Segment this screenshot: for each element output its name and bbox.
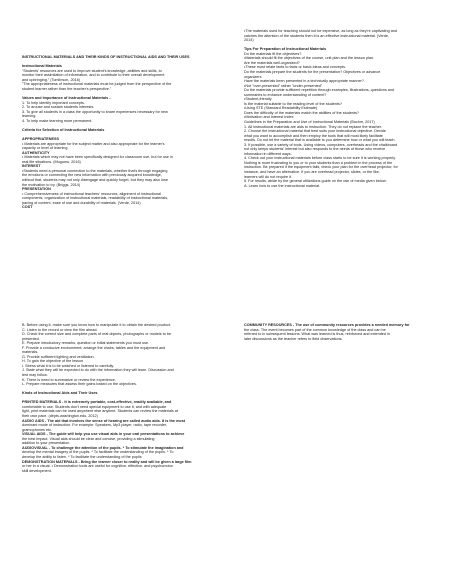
text-line: "The appropriateness of instructional materials must be judged from the perspective of the <box>22 82 172 87</box>
page1-left-column <box>22 55 244 210</box>
text-line: 3. If possible, use a variety of tools. Using videos, computers, overheads and the chalkboard <box>244 142 398 147</box>
text-line: "Students' resources are used to improve student's knowledge, abilities and skills, to <box>22 68 162 73</box>
text-line: A. Learn how to use the instructional material. <box>244 183 321 188</box>
text-line: • Comprehensiveness of instructional teachers' resources, alignment of instructional <box>22 191 161 196</box>
text-line: learners will do not require it. <box>244 174 292 179</box>
text-line: •The materials used for teaching should not be expensive, as long as they're captivating and <box>244 29 397 33</box>
text-line: J. State what they will be expected to do with the information they will learn. Discussion and <box>22 368 174 373</box>
text-line: Nothing is more frustrating to you or to your students than a problem in the process of the <box>244 160 393 165</box>
text-line: student learner rather than the teacher's perspective." <box>22 86 112 91</box>
text-line: skill development. <box>22 468 52 473</box>
text-line: 2. To arouse and sustain students interests. <box>22 105 95 110</box>
text-line: the emotions or connecting the new information with previously acquired knowledge, <box>22 173 162 178</box>
heading-line: PRINTED MATERIALS - It is extremely portable, cost-effective, readily available, and <box>22 400 172 405</box>
text-line: 4. Check out your instructional materials before class starts to be sure it is working properly. <box>244 156 396 161</box>
text-line: gramophones etc. <box>22 427 53 432</box>
text-line: develop the ability to listen. * To facilitate the understanding of the pupils <box>22 454 142 459</box>
text-line: •Using STE (Standard Readability Estimate) <box>244 106 318 111</box>
text-line: comfortable to use. Students don't need special equipment to use it, and with adequate <box>22 404 167 409</box>
text-line: •Students need a personal connection to the materials, whether that's through engaging <box>22 168 168 173</box>
text-line: Are the materials well-organized? <box>244 60 300 65</box>
text-line: B. Before using it, make sure you know how to manipulate it to obtain the desired product. <box>22 323 172 327</box>
text-line: summaries to enhance understanding of content? <box>244 92 327 97</box>
text-line: addition to your presentation. <box>22 441 71 446</box>
text-line: C. Listen to the record or view the film ahead. <box>22 327 98 332</box>
text-line: •Materials should fit the objectives of the course, unit plan and the lesson plan. <box>244 56 375 61</box>
text-line: Do the materials prepare the students for the presentation? Objectives or advance <box>244 69 381 74</box>
heading-line: AUDIOVISUAL - To challenge the attention of the pupils. * To stimulate the imagination and <box>22 445 184 450</box>
page2-right-column <box>244 323 454 341</box>
heading-line: AUDIO AIDS - The aid that involves the sense of hearing are called audio aids. It is the most <box>22 418 186 423</box>
heading-line: Tips For Preparation of Instructional Materials <box>244 47 327 52</box>
text-line: the best impact. Visual aids should be clear and concise, providing a stimulating <box>22 436 155 441</box>
text-line: their own pace. (depts.washington.edu, 2012) <box>22 414 98 419</box>
page1-right-column <box>244 29 454 188</box>
text-line: 1. All instructional materials are aids to instruction. They do not replace the teacher. <box>244 124 382 129</box>
text-line: •Not "over-presented" rather "under-presented" <box>244 83 323 88</box>
text-line: Does the difficulty of the materials match the abilities of the students? <box>244 110 359 115</box>
text-line: organizers <box>244 74 262 79</box>
text-line: and upbringing." (Tomlinson, 2016) <box>22 77 81 82</box>
text-line: Do the materials provide sufficient repetition through examples, illustrations, questions and <box>244 88 395 93</box>
text-line: • Materials which may not have been specifically designed for classroom use, but for use in <box>22 155 173 160</box>
text-line: D. Check the correct size and complete parts of real objects, photographs or models to be <box>22 332 172 337</box>
text-line: H. To gain the objective of the lesson <box>22 359 84 364</box>
text-line: Have the materials been presented in a technically appropriate manner? <box>244 79 364 84</box>
text-line: F. Provide a conducive environment; arrange the chairs, tables and the equipment and <box>22 345 166 350</box>
heading-line: COMMUNITY RESOURCES - The use of community resources provides a needed memory for <box>244 323 410 327</box>
text-line: real-life situations. (Mugumu, 2016) <box>22 159 81 164</box>
text-line: presented. <box>22 336 40 341</box>
heading-line: AUTHENTICITY <box>22 150 50 155</box>
text-line: 2014) <box>244 38 254 43</box>
heading-line: Instructional Materials <box>22 64 62 69</box>
heading-line: Values and Importance of Instructional Materials - <box>22 96 111 101</box>
text-line: Do the materials fit the objectives? <box>244 51 302 56</box>
text-line: instance, and have an alternative. If you are overhead projector, slides, or the like, <box>244 170 380 174</box>
heading-line: PRESENTATION <box>22 187 51 192</box>
text-line: referred to in subsequent lessons. What was learned is thus, reinforced and extended in <box>244 332 390 337</box>
text-line: G. Provide sufficient lighting and ventilation. <box>22 354 95 359</box>
text-line: monitor their assimilation of information, and to contribute to their overall development <box>22 73 165 78</box>
text-line: instruction. Be prepared if the equipment fails, check your plan for the overhead projector, for <box>244 165 398 170</box>
text-line: • Materials are appropriate for the subject matter and also appropriate for the learner's <box>22 141 165 146</box>
text-line: 5. For results, abide by the general utilizations guide on the use of media given below: <box>244 179 387 184</box>
text-line: L. Prepare measures that assess their gains based on the objectives. <box>22 382 137 387</box>
text-line: 1. To help identify important concepts. <box>22 100 85 105</box>
text-line: without that, students may not only disengage and quickly forget, but they may also lose <box>22 177 168 182</box>
heading-line: APPROPRIATENESS <box>22 137 60 142</box>
text-line: dominant mode of instruction. For example: Speakers, Mp3 player, radio, tape recorder, <box>22 423 168 428</box>
page2-left-column <box>22 323 244 473</box>
text-line: the class. The event becomes part of the common knowledge of the class and can be <box>244 327 386 332</box>
text-line: Is the material suitable to the reading level of the students? <box>244 101 342 106</box>
text-line: later discussions as the teacher refers to field observations. <box>244 336 343 341</box>
text-line: 2. Choose the instructional material that best suits your instructional objective. Decide <box>244 129 386 134</box>
text-line: E. Prepare introductory remarks, question or initial statements you must use. <box>22 341 150 346</box>
heading-line: INTEREST <box>22 164 41 169</box>
heading-line: INSTRUCTIONAL MATERIALS AND THEIR KINDS OF INSTRUCTIONAL AIDS AND THEIR USES <box>22 55 190 59</box>
text-line: light, print materials can be used anywhere else anytime. Students can review the materials at <box>22 409 178 414</box>
text-line: K. There is need to summarize or review the experience. <box>22 377 116 382</box>
text-line: the motivation to try. (Briggs, 2014) <box>22 182 81 187</box>
text-line: catches the attention of the students then it is an effective instructional material. (Verde, <box>244 33 390 38</box>
text-line: I. Stress what it is to be watched or listened to carefully. <box>22 363 115 368</box>
text-line: materials. <box>22 350 39 355</box>
text-line: 4. To help make learning more permanent. <box>22 118 93 123</box>
text-line: •Student-friendly <box>244 97 272 102</box>
text-line: what you want to accomplish and then employ the tools that will most likely facilitate <box>244 133 383 138</box>
heading-line: Kinds of Instructional Aids and Their Uses <box>22 391 98 396</box>
heading-line: VISUAL AIDS - The guide will help you use visual aids in your oral presentations to achieve <box>22 432 185 437</box>
text-line: learning. <box>22 114 37 119</box>
text-line: •Motivation and Interest Index <box>244 115 294 120</box>
text-line: information in different ways. <box>244 151 292 156</box>
text-line: results. Do not let the material that is available to you determine how or what you will teach. <box>244 138 396 143</box>
heading-line: DEMONSTRATION MATERIALS - Bring the learner closer to reality and will be given a large film <box>22 459 192 464</box>
heading-line: Criteria for Selection of Instructional Materials <box>22 127 105 132</box>
text-line: not only keeps students' interest but also responds to the needs of those who receive <box>244 147 386 152</box>
text-line: •These must relate facts to facts or basic ideas and concepts. <box>244 65 346 70</box>
text-line: develop the mental imagery of the pupils. * To facilitate the understanding of the pupils. * To <box>22 450 174 455</box>
text-line: capacity or level of learning. <box>22 146 69 151</box>
text-line: 3. To give all students in a class the opportunity to share experiences necessary for new <box>22 109 168 114</box>
text-line: or her in a visual. • Demonstration tools are useful for cognitive, effective, and psychomotor <box>22 464 173 469</box>
heading-line: COST <box>22 205 33 210</box>
text-line: components, organization of instructional materials, readability of instructional materials, <box>22 196 169 201</box>
text-line: pacing of content, ease of use and durability of materials. (Verde, 2014) <box>22 200 141 205</box>
text-line: test may follow. <box>22 373 48 378</box>
text-line: Guidelines in the Preparation and Use of Instructional Materials (Bochm, 2017) <box>244 119 375 124</box>
